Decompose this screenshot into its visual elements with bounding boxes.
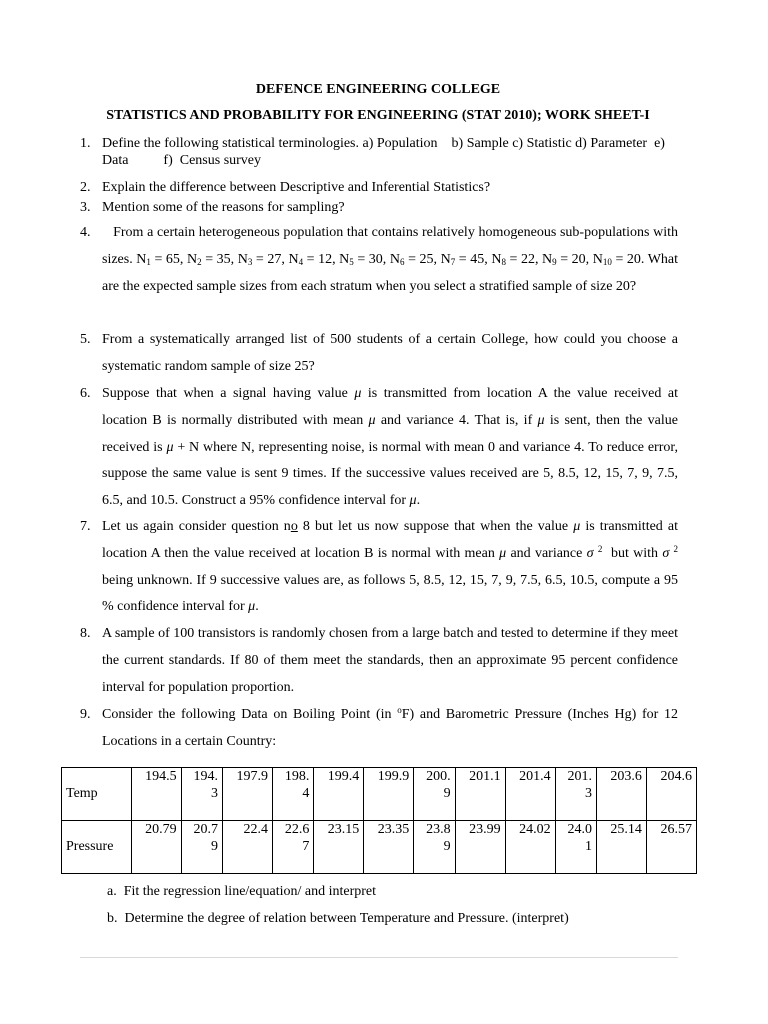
- question-text: Suppose that when a signal having value μ is transmitted from location A the value received at location B is normally distributed with mean μ and variance 4. That is, if μ is sent, then the value received is μ + N where N, representing noise, is normal with mean 0 and variance 4. To reduce error, suppose the same value is sent 9 times. If the successive values received are 5, 8.5, 12, 15, 7, 9, 7.5, 6.5, and 10.5. Construct a 95% confidence interval for μ.: [102, 386, 678, 509]
- table-cell: 204.6: [646, 768, 696, 821]
- boiling-point-table: [61, 767, 697, 874]
- table-row-pressure: [62, 821, 697, 874]
- question-number: 5.: [80, 332, 91, 347]
- table-cell: 203.6: [596, 768, 646, 821]
- table-cell: 23.99: [455, 821, 505, 874]
- table-row-temp: [62, 768, 697, 821]
- table-cell: 22.4: [222, 821, 272, 874]
- college-title: DEFENCE ENGINEERING COLLEGE: [255, 82, 501, 97]
- table-cell: 199.9: [364, 768, 414, 821]
- sub-question-b: b. Determine the degree of relation between Temperature and Pressure. (interpret): [107, 911, 569, 926]
- course-title: STATISTICS AND PROBABILITY FOR ENGINEERING (STAT 2010); WORK SHEET-I: [106, 108, 650, 123]
- table-cell: 201.4: [505, 768, 555, 821]
- table-cell: 25.14: [596, 821, 646, 874]
- table-cell: 22.6 7: [272, 821, 313, 874]
- table-cell: 194.5: [131, 768, 181, 821]
- table-cell: 23.8 9: [414, 821, 455, 874]
- sub-question-a: a. Fit the regression line/equation/ and interpret: [107, 884, 377, 899]
- question-text: Mention some of the reasons for sampling?: [102, 200, 345, 215]
- question-text: From a systematically arranged list of 500 students of a certain College, how could you choose a systematic random sample of size 25?: [102, 332, 678, 374]
- question-number: 7.: [80, 519, 91, 534]
- table-cell: 23.15: [314, 821, 364, 874]
- table-cell: 194. 3: [181, 768, 222, 821]
- question-text: Let us again consider question no 8 but let us now suppose that when the value μ is transmitted at location A then the value received at location B is normal with mean μ and variance σ $^2$ but with σ $^2$ being unknown. If 9 successive values are, as follows 5, 8.5, 12, 15, 7, 9, 7.5, 6.5, 10.5, compute a 95 % confidence interval for μ.: [102, 519, 679, 615]
- question-text: Explain the difference between Descriptive and Inferential Statistics?: [102, 180, 491, 195]
- question-text: Consider the following Data on Boiling Point (in $^o$F) and Barometric Pressure (Inches Hg) for 12 Locations in a certain Country:: [102, 705, 678, 749]
- table-cell: 26.57: [646, 821, 696, 874]
- table-cell: 199.4: [314, 768, 364, 821]
- table-cell: 20.79: [131, 821, 181, 874]
- table-cell: 24.0 1: [555, 821, 596, 874]
- table-cell: 24.02: [505, 821, 555, 874]
- question-number: 6.: [80, 386, 91, 401]
- question-number: 3.: [80, 200, 91, 215]
- table-cell: 201. 3: [555, 768, 596, 821]
- table-cell: 20.7 9: [181, 821, 222, 874]
- question-text: Define the following statistical terminologies. a) Population b) Sample c) Statistic d) Parameter e) Data f) Census survey: [102, 136, 669, 168]
- question-number: 4.: [80, 225, 91, 240]
- row-label: Temp: [62, 768, 132, 821]
- row-label: Pressure: [62, 821, 132, 874]
- table-cell: 23.35: [364, 821, 414, 874]
- question-text: From a certain heterogeneous population that contains relatively homogeneous sub-populations with sizes. $N_1 = 65$, $N_2 = 35$, $N_3 = 27$, $N_4 = 12$, $N_5 = 30$, $N_6 = 25$, $N_7 = 45$, $N_8 = 22$, $N_9 = 20$, $N_{10} = 20$. What are the expected sample sizes from each stratum when you select a stratified sample of size 20?: [102, 225, 679, 294]
- table-cell: 198. 4: [272, 768, 313, 821]
- table-cell: 197.9: [222, 768, 272, 821]
- table-cell: 201.1: [455, 768, 505, 821]
- question-text: A sample of 100 transistors is randomly chosen from a large batch and tested to determine if they meet the current standards. If 80 of them meet the standards, then an approximate 95 percent confidence interval for population proportion.: [102, 626, 678, 695]
- question-number: 8.: [80, 626, 91, 641]
- table-cell: 200. 9: [414, 768, 455, 821]
- question-number: 9.: [80, 707, 91, 722]
- question-number: 1.: [80, 136, 91, 151]
- question-number: 2.: [80, 180, 91, 195]
- footer-divider: [80, 957, 678, 958]
